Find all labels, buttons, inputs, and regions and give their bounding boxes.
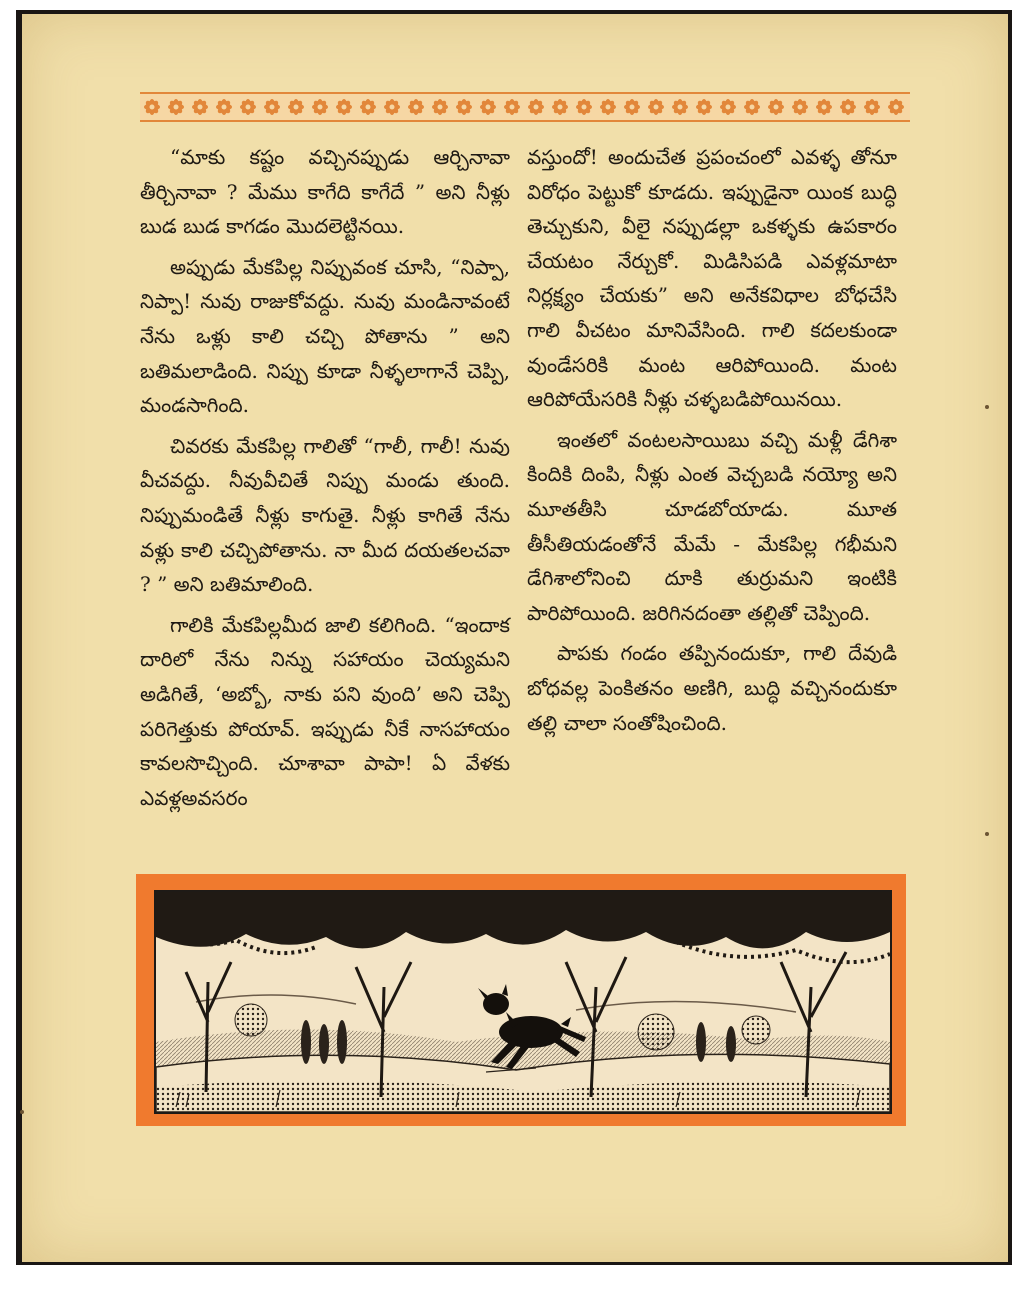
scan-speck [20, 1110, 24, 1114]
paragraph: చివరకు మేకపిల్ల గాలితో “గాలీ, గాలీ! నువు వీచవద్దు. నీవువీచితే నిప్పు మండు తుంది. నిప్పుమండితే నీళ్లు కాగుతై. నీళ్లు కాగితే నేను వళ్లు కాలి చచ్చిపోతాను. నా మీద దయతలచవా ? ” అని బతిమాలింది. [140, 433, 510, 597]
flower-motif [648, 99, 664, 115]
paragraph: వస్తుందో! అందుచేత ప్రపంచంలో ఎవళ్ళ తోనూ విరోధం పెట్టుకో కూడదు. ఇప్పుడైనా యింక బుద్ధి తెచ్చుకుని, వీలై నప్పుడల్లా ఒకళ్ళకు ఉపకారం చేయటం నేర్చుకో. మిడిసిపడి ఎవళ్లమాటా నిర్లక్ష్యం చేయకు” అని అనేకవిధాల బోధచేసి గాలి వీచటం మానివేసింది. గాలి కదలకుండా వుండేసరికి మంట ఆరిపోయింది. మంట ఆరిపోయేసరికి నీళ్లు చళ్ళబడిపోయినయి. [527, 145, 897, 412]
flower-motif [480, 99, 496, 115]
flower-motif [816, 99, 832, 115]
flower-motif [768, 99, 784, 115]
flower-motif [600, 99, 616, 115]
flower-motif [576, 99, 592, 115]
paragraph: “మాకు కష్టం వచ్చినప్పుడు ఆర్చినావా తీర్చినావా ? మేము కాగేది కాగేదే ” అని నీళ్లు బుడ బుడ కాగడం మొదలెట్టినయి. [140, 145, 510, 239]
flower-motif [240, 99, 256, 115]
scan-margin-bottom [0, 1265, 1027, 1293]
flower-motif [456, 99, 472, 115]
flower-motif [192, 99, 208, 115]
flower-motif [552, 99, 568, 115]
flower-motif [432, 99, 448, 115]
landscape-illustration [156, 892, 890, 1112]
text-column-left [140, 140, 510, 815]
flower-motif [720, 99, 736, 115]
flower-motif [696, 99, 712, 115]
paragraph: పాపకు గండం తప్పినందుకూ, గాలి దేవుడి బోధవల్ల పెంకితనం అణిగి, బుద్ధి వచ్చినందుకూ తల్లి చాలా సంతోషించింది. [527, 641, 897, 735]
flower-motif [864, 99, 880, 115]
flower-motif [264, 99, 280, 115]
scan-margin-right [1012, 0, 1027, 1293]
scan-speck [985, 405, 989, 409]
flower-motif [312, 99, 328, 115]
text-column-right [527, 140, 897, 740]
flower-motif [624, 99, 640, 115]
scan-speck [985, 832, 989, 836]
flower-motif [384, 99, 400, 115]
paragraph: ఇంతలో వంటలసాయిబు వచ్చి మళ్లీ డేగిశా కిందికి దింపి, నీళ్లు ఎంత వెచ్చబడి నయ్యో అని మూతతీసి చూడబోయాడు. మూత తీసీతియడంతోనే మేమే - మేకపిల్ల గభీమని డేగిశాలోనించి దూకి తుర్రుమని ఇంటికి పారిపోయింది. జరిగినదంతా తల్లితో చెప్పింది. [527, 427, 897, 625]
flower-motif [744, 99, 760, 115]
paragraph: గాలికి మేకపిల్లమీద జాలి కలిగింది. “ఇందాక దారిలో నేను నిన్ను సహాయం చెయ్యమని అడిగితే, ‘అబ్బో, నాకు పని వుంది’ అని చెప్పి పరిగెత్తుకు పోయావ్. ఇప్పుడు నీకే నాసహాయం కావలసొచ్చింది. చూశావా పాపా! ఏ వేళకు ఎవళ్లఅవసరం [140, 612, 510, 810]
flower-motif [504, 99, 520, 115]
flower-motif [528, 99, 544, 115]
flower-motif [888, 99, 904, 115]
flower-motif [360, 99, 376, 115]
flower-motif [336, 99, 352, 115]
flower-motif [216, 99, 232, 115]
scan-margin-top [0, 0, 1027, 10]
illustration-frame [136, 874, 906, 1126]
flower-border-icon [140, 92, 910, 122]
scan-margin-left [0, 0, 16, 1293]
flower-motif [792, 99, 808, 115]
flower-motif [840, 99, 856, 115]
flower-motif [288, 99, 304, 115]
flower-motif [144, 99, 160, 115]
illustration [154, 890, 892, 1114]
flower-motif [168, 99, 184, 115]
flower-motif [408, 99, 424, 115]
flower-motif [672, 99, 688, 115]
paragraph: అప్పుడు మేకపిల్ల నిప్పువంక చూసి, “నిప్పా, నిప్పా! నువు రాజుకోవద్దు. నువు మండినావంటే నేను ఒళ్లు కాలి చచ్చి పోతాను ” అని బతిమలాడింది. నిప్పు కూడా నీళ్ళలాగానే చెప్పి, మండసాగింది. [140, 254, 510, 418]
